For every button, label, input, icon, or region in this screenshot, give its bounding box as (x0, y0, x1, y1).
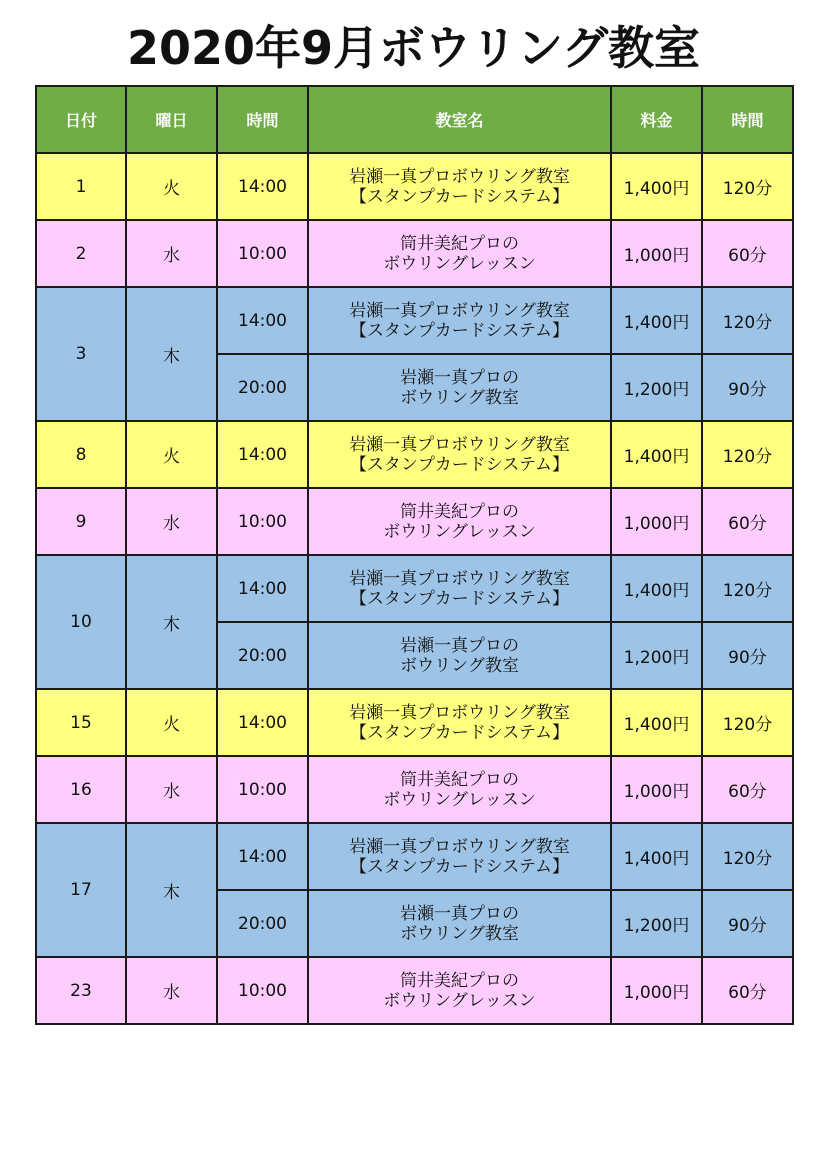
class-name-line-2: ボウリング教室 (400, 923, 519, 944)
time-cell: 14:00 (217, 555, 308, 622)
date-cell: 23 (36, 957, 126, 1024)
class-name-line-2: ボウリングレッスン (383, 253, 536, 274)
weekday-cell: 水 (126, 488, 217, 555)
class-name-line-1: 岩瀬一真プロの (400, 367, 519, 388)
time-cell: 10:00 (217, 220, 308, 287)
duration-cell: 60分 (702, 756, 793, 823)
class-name-line-2: 【スタンプカードシステム】 (349, 320, 570, 341)
class-name-line-2: ボウリング教室 (400, 655, 519, 676)
class-name-cell (308, 890, 611, 957)
date-cell: 8 (36, 421, 126, 488)
table-row (36, 153, 793, 220)
weekday-cell: 水 (126, 957, 217, 1024)
header-price: 料金 (611, 86, 702, 153)
duration-cell: 120分 (702, 287, 793, 354)
class-name-line-1: 筒井美紀プロの (400, 970, 519, 991)
page-title: 2020年9月ボウリング教室 (126, 21, 701, 75)
class-name-line-1: 筒井美紀プロの (400, 233, 519, 254)
header-class-name: 教室名 (308, 86, 611, 153)
date-cell: 10 (36, 555, 126, 689)
schedule-table (35, 85, 794, 1025)
price-cell: 1,200円 (611, 890, 702, 957)
class-name-line-2: 【スタンプカードシステム】 (349, 856, 570, 877)
class-name-line-2: ボウリングレッスン (383, 990, 536, 1011)
price-cell: 1,400円 (611, 823, 702, 890)
header-date: 日付 (36, 86, 126, 153)
price-cell: 1,400円 (611, 421, 702, 488)
duration-cell: 120分 (702, 823, 793, 890)
weekday-cell: 水 (126, 220, 217, 287)
time-cell: 20:00 (217, 354, 308, 421)
time-cell: 10:00 (217, 756, 308, 823)
class-name-line-1: 岩瀬一真プロボウリング教室 (349, 300, 570, 321)
weekday-cell: 火 (126, 689, 217, 756)
price-cell: 1,400円 (611, 153, 702, 220)
time-cell: 10:00 (217, 488, 308, 555)
class-name-line-2: 【スタンプカードシステム】 (349, 454, 570, 475)
weekday-cell: 水 (126, 756, 217, 823)
duration-cell: 120分 (702, 153, 793, 220)
time-cell: 20:00 (217, 622, 308, 689)
price-cell: 1,400円 (611, 555, 702, 622)
date-cell: 16 (36, 756, 126, 823)
time-cell: 14:00 (217, 421, 308, 488)
class-name-line-2: 【スタンプカードシステム】 (349, 588, 570, 609)
duration-cell: 120分 (702, 555, 793, 622)
date-cell: 3 (36, 287, 126, 421)
duration-cell: 60分 (702, 957, 793, 1024)
class-name-cell (308, 823, 611, 890)
class-name-line-1: 岩瀬一真プロボウリング教室 (349, 568, 570, 589)
class-name-cell (308, 421, 611, 488)
duration-cell: 90分 (702, 890, 793, 957)
class-name-line-1: 岩瀬一真プロボウリング教室 (349, 836, 570, 857)
class-name-line-1: 筒井美紀プロの (400, 769, 519, 790)
duration-cell: 120分 (702, 689, 793, 756)
price-cell: 1,400円 (611, 287, 702, 354)
table-row (36, 957, 793, 1024)
weekday-cell: 木 (126, 287, 217, 421)
duration-cell: 90分 (702, 622, 793, 689)
weekday-cell: 木 (126, 555, 217, 689)
header-duration: 時間 (702, 86, 793, 153)
class-name-line-1: 岩瀬一真プロボウリング教室 (349, 434, 570, 455)
table-row (36, 555, 793, 622)
schedule-body (36, 153, 793, 1024)
time-cell: 14:00 (217, 153, 308, 220)
header-day: 曜日 (126, 86, 217, 153)
class-name-cell (308, 488, 611, 555)
date-cell: 17 (36, 823, 126, 957)
class-name-cell (308, 622, 611, 689)
class-name-line-2: ボウリングレッスン (383, 789, 536, 810)
table-row (36, 488, 793, 555)
class-name-line-1: 岩瀬一真プロの (400, 635, 519, 656)
time-cell: 14:00 (217, 823, 308, 890)
table-row (36, 220, 793, 287)
table-row (36, 823, 793, 890)
date-cell: 15 (36, 689, 126, 756)
class-name-line-1: 岩瀬一真プロボウリング教室 (349, 166, 570, 187)
class-name-line-2: ボウリングレッスン (383, 521, 536, 542)
price-cell: 1,200円 (611, 354, 702, 421)
class-name-cell (308, 756, 611, 823)
class-name-cell (308, 287, 611, 354)
time-cell: 14:00 (217, 689, 308, 756)
table-row (36, 689, 793, 756)
class-name-cell (308, 220, 611, 287)
weekday-cell: 木 (126, 823, 217, 957)
header-time: 時間 (217, 86, 308, 153)
date-cell: 1 (36, 153, 126, 220)
date-cell: 9 (36, 488, 126, 555)
price-cell: 1,200円 (611, 622, 702, 689)
price-cell: 1,000円 (611, 756, 702, 823)
class-name-line-2: 【スタンプカードシステム】 (349, 186, 570, 207)
price-cell: 1,000円 (611, 488, 702, 555)
class-name-line-2: ボウリング教室 (400, 387, 519, 408)
class-name-line-1: 筒井美紀プロの (400, 501, 519, 522)
price-cell: 1,400円 (611, 689, 702, 756)
duration-cell: 60分 (702, 488, 793, 555)
table-row (36, 421, 793, 488)
duration-cell: 90分 (702, 354, 793, 421)
table-header-row (36, 86, 793, 153)
class-name-cell (308, 689, 611, 756)
table-row (36, 756, 793, 823)
time-cell: 20:00 (217, 890, 308, 957)
class-name-cell (308, 957, 611, 1024)
class-name-line-1: 岩瀬一真プロの (400, 903, 519, 924)
class-name-cell (308, 354, 611, 421)
price-cell: 1,000円 (611, 220, 702, 287)
date-cell: 2 (36, 220, 126, 287)
table-row (36, 287, 793, 354)
time-cell: 10:00 (217, 957, 308, 1024)
time-cell: 14:00 (217, 287, 308, 354)
duration-cell: 120分 (702, 421, 793, 488)
class-name-cell (308, 153, 611, 220)
price-cell: 1,000円 (611, 957, 702, 1024)
duration-cell: 60分 (702, 220, 793, 287)
class-name-line-2: 【スタンプカードシステム】 (349, 722, 570, 743)
class-name-line-1: 岩瀬一真プロボウリング教室 (349, 702, 570, 723)
weekday-cell: 火 (126, 153, 217, 220)
weekday-cell: 火 (126, 421, 217, 488)
class-name-cell (308, 555, 611, 622)
